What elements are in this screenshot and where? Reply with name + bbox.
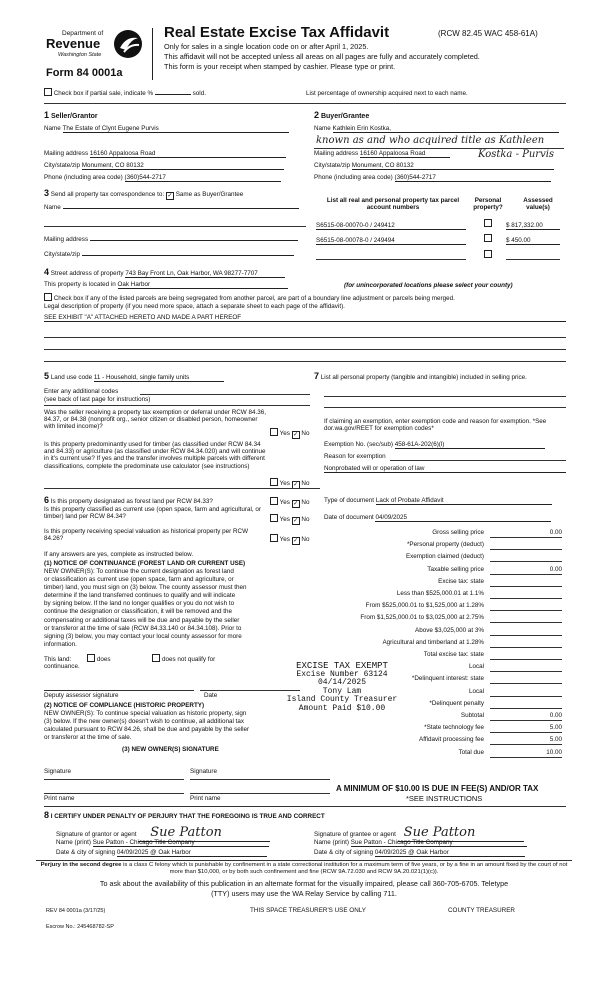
- sec3-name-row: Name: [44, 204, 299, 211]
- dept-line2: Revenue: [46, 36, 101, 51]
- legal-description-label: Legal description of property (if you need more space, attach a separate sheet to each page of the affidavit).: [44, 303, 345, 310]
- grantee-sig-row: Signature of grantee or agent Sue Patton: [314, 826, 524, 842]
- tax-row-label: From $1,525,000.01 to $3,025,000 at 2.75%: [360, 614, 484, 622]
- doc-date[interactable]: 04/09/2025: [375, 514, 551, 522]
- legal-description: SEE EXHIBIT "A" ATTACHED HERETO AND MADE A PART HEREOF: [44, 314, 566, 322]
- tax-row-value[interactable]: 5.00: [490, 736, 562, 745]
- tax-table: [314, 528, 566, 760]
- notice1-body: NEW OWNER(S): To continue the current designation as forest land or classification as current use (open space, farm and agriculture, or timber) land, you must sign on (3) below. The county assessor must then determine if the land transferred continues to qualify and will indicate by signing below. If the land no longer qualifies or you do not wish to continue the designation or classification, it will be removed and the compensating or additional taxes will be due and payable by the seller or transferor at the time of sale (RCW 84.33.140 or 84.34.108). Prior to signing (3) below, you may contact your local county assessor for more information.: [44, 568, 247, 648]
- grantor-name[interactable]: Sue Patton - Chicago Title Company: [93, 839, 269, 847]
- parcel-value-1[interactable]: $ 817,332.00: [506, 222, 560, 230]
- stamp-line6: Amount Paid $10.00: [298, 703, 386, 713]
- continuance-label: continuance.: [44, 663, 80, 670]
- exemption-text: If claiming an exemption, enter exemption code and reason for exemption. *See dor.wa.gov/REET for exemption codes*: [324, 418, 547, 433]
- street-address[interactable]: 743 Bay Front Ln, Oak Harbor, WA 98277-7707: [125, 270, 285, 278]
- grantee-date-row: Date & city of signing 04/09/2025 @ Oak Harbor: [314, 849, 525, 857]
- deputy-signature-label: Deputy assessor signature: [44, 692, 119, 699]
- doc-type[interactable]: Lack of Probate Affidavit: [376, 497, 552, 505]
- tax-row-label: Above $3,025,000 at 3%: [415, 626, 484, 634]
- land-use-code[interactable]: 11 - Household, single family units: [94, 374, 224, 382]
- see-instructions: *SEE INSTRUCTIONS: [406, 794, 483, 803]
- segregated-row: Check box if any of the listed parcels are being segregated from another parcel, are part of a boundary line adjustment or parcels being merged.: [44, 293, 455, 302]
- stamp-line2: Excise Number 63124: [296, 669, 388, 679]
- buyer-mailing[interactable]: 16160 Appaloosa Road: [360, 150, 450, 158]
- tax-row-value[interactable]: 10.00: [490, 749, 562, 758]
- street-address-row: 4 Street address of property 743 Bay Front Ln, Oak Harbor, WA 98277-7707: [44, 267, 285, 278]
- sec6-q3-yesno: Yes ✓ No: [270, 534, 309, 545]
- tax-row-value[interactable]: [490, 663, 562, 672]
- personal-checkbox-2[interactable]: [484, 234, 492, 242]
- seller-city[interactable]: Monument, CO 80132: [82, 162, 284, 170]
- tax-row: [314, 601, 566, 613]
- located-row: This property is located in Oak Harbor: [44, 281, 288, 289]
- reason-row: [324, 465, 566, 473]
- tax-row: [314, 528, 566, 540]
- personal-checkbox-3[interactable]: [484, 250, 492, 258]
- exemption-no-row: Exemption No. (sec/sub) 458-61A-202(6)(l): [324, 441, 545, 449]
- tax-row-label: Local: [468, 687, 484, 695]
- sec3-mailing-row: Mailing address: [44, 236, 298, 243]
- wa-logo-icon: [112, 28, 144, 60]
- reason-label: Reason for exemption: [324, 453, 386, 460]
- grantor-signature[interactable]: Sue Patton: [138, 826, 270, 842]
- tax-row-label: *Delinquent penalty: [429, 699, 484, 707]
- personal-checkbox-1[interactable]: [484, 219, 492, 227]
- alt-format-note: To ask about the availability of this publication in an alternate format for the visually impaired, please call 360-705-6705. Teletype: [99, 879, 509, 888]
- seller-heading: 1 Seller/Grantor: [44, 110, 98, 120]
- seller-mailing-row: Mailing address 16160 Appaloosa Road: [44, 150, 286, 158]
- tax-row: [314, 613, 566, 625]
- buyer-handwritten-1: known as and who acquired title as Kathleen: [316, 135, 545, 146]
- buyer-heading: 2 Buyer/Grantee: [314, 110, 370, 120]
- seller-phone[interactable]: (360)544-2717: [125, 174, 281, 182]
- land-use-row: 5 Land use code 11 - Household, single family units: [44, 371, 224, 382]
- print-name-label-1: Print name: [44, 795, 75, 802]
- tax-row-value[interactable]: 0.00: [490, 566, 562, 575]
- treasurer-stamp: [282, 662, 402, 714]
- does-not-qualify-checkbox[interactable]: [152, 654, 160, 662]
- tax-row-value[interactable]: [490, 578, 562, 587]
- parcel-value-row-2: [506, 237, 560, 245]
- same-as-buyer-checkbox[interactable]: ✓: [167, 193, 173, 199]
- grantee-name-row: Name (print) Sue Patton - Chicago Title Company: [314, 839, 527, 847]
- sec6-q3-yes[interactable]: [270, 534, 278, 542]
- print-name-label-2: Print name: [190, 795, 221, 802]
- buyer-city[interactable]: Monument, CO 80132: [352, 162, 554, 170]
- buyer-phone[interactable]: (360)544-2717: [395, 174, 551, 182]
- notice2-body: NEW OWNER(S): To continue special valuation as historic property, sign (3) below. If the new owner(s) doesn't wish to continue, all additional tax calculated pursuant to RCW 84.26, shall be due and payable by the seller or transferor at the time of sale.: [44, 710, 250, 742]
- tax-row-label: Taxable selling price: [427, 565, 484, 573]
- grantor-date-city[interactable]: 04/09/2025 @ Oak Harbor: [117, 849, 267, 857]
- county-treasurer: COUNTY TREASURER: [448, 907, 515, 914]
- sec6-q3-no[interactable]: ✓: [293, 538, 299, 544]
- sec6-q1-yes[interactable]: [270, 497, 278, 505]
- tax-row-value[interactable]: 0.00: [490, 712, 562, 721]
- new-owner-sig-title: (3) NEW OWNER(S) SIGNATURE: [122, 746, 219, 753]
- tax-row: [314, 552, 566, 564]
- tax-row-label: Total excise tax: state: [423, 651, 484, 658]
- form-number: Form 84 0001a: [46, 67, 123, 79]
- sec5-q2-yesno: Yes ✓ No: [270, 478, 309, 489]
- tax-row-label: Exemption claimed (deduct): [405, 553, 484, 561]
- if-any-yes: If any answers are yes, complete as instructed below.: [44, 551, 194, 558]
- tax-row-label: Gross selling price: [432, 529, 484, 536]
- tax-row-label: *Personal property (deduct): [406, 541, 484, 549]
- tax-row-label: Less than $525,000.01 at 1.1%: [396, 590, 484, 597]
- this-land-row: This land: does does not qualify for: [44, 656, 216, 663]
- q2-yes-checkbox[interactable]: [270, 478, 278, 486]
- sec6-q2-yesno: Yes ✓ No: [270, 514, 309, 525]
- tax-row: [314, 577, 566, 589]
- stamp-line4: Tony Lam: [322, 686, 362, 696]
- parcel-number-1[interactable]: S6515-08-00070-0 / 249412: [316, 222, 466, 230]
- tax-row-label: From $525,000.01 to $1,525,000 at 1.28%: [365, 602, 484, 610]
- treasurer-use-only: THIS SPACE TREASURER'S USE ONLY: [250, 907, 366, 914]
- tax-row-value[interactable]: [490, 541, 562, 550]
- tax-row-value[interactable]: [490, 688, 562, 697]
- additional-codes-1: Enter any additional codes: [44, 388, 119, 395]
- sec6-q2-yes[interactable]: [270, 514, 278, 522]
- grantor-sig-row: Signature of grantor or agent Sue Patton: [56, 826, 270, 842]
- header-sub1: Only for sales in a single location code on or after April 1, 2025.: [164, 42, 369, 51]
- buyer-name[interactable]: Kathlein Erin Kostka,: [333, 125, 559, 133]
- exemption-no[interactable]: 458-61A-202(6)(l): [395, 441, 545, 449]
- notice2-title: (2) NOTICE OF COMPLIANCE (HISTORIC PROPERTY): [44, 702, 205, 709]
- tax-row-label: Agricultural and timberland at 1.28%: [382, 638, 484, 646]
- partial-sale-checkbox[interactable]: [44, 88, 52, 96]
- rcw-reference: (RCW 82.45 WAC 458-61A): [438, 29, 538, 38]
- additional-codes-2: (see back of last page for instructions): [44, 396, 151, 403]
- sec3-city-row: City/state/zip: [44, 251, 294, 258]
- tax-row-value[interactable]: [490, 651, 562, 660]
- tax-row-value[interactable]: [490, 627, 562, 636]
- doc-type-row: Type of document Lack of Probate Affidavit: [324, 497, 552, 505]
- stamp-line1: EXCISE TAX EXEMPT: [296, 661, 388, 671]
- sec7-heading: 7 List all personal property (tangible and intangible) included in selling price.: [314, 371, 527, 381]
- parcel-row-2: [316, 237, 466, 245]
- parcel-value-2[interactable]: $ 450.00: [506, 237, 560, 245]
- tax-row-value[interactable]: [490, 675, 562, 684]
- notice1-title: (1) NOTICE OF CONTINUANCE (FOREST LAND OR CURRENT USE): [44, 560, 246, 567]
- minimum-due: A MINIMUM OF $10.00 IS DUE IN FEE(S) AND/OR TAX: [336, 784, 539, 793]
- dept-line3: Washington State: [58, 52, 102, 58]
- segregated-checkbox[interactable]: [44, 293, 52, 301]
- parcel-number-2[interactable]: S6515-08-00078-0 / 249494: [316, 237, 466, 245]
- parcel-value-row-1: [506, 222, 560, 230]
- sec6-q2-no[interactable]: ✓: [293, 518, 299, 524]
- partial-sale-label: Check box if partial sale, indicate %: [53, 90, 154, 97]
- buyer-mailing-row: Mailing address 16160 Appaloosa Road: [314, 150, 450, 158]
- buyer-name-row: Name Kathlein Erin Kostka,: [314, 125, 559, 133]
- tax-row-label: *State technology fee: [424, 724, 484, 732]
- reason[interactable]: Nonprobated will or operation of law: [324, 465, 566, 473]
- perjury-notice: Perjury in the second degree is a class C felony which is punishable by confinement in a state correctional institution for a maximum term of five years, or by a fine in an amount fixed by the court of not more than $10,000, or by both such confinement and fine (RCW 9A.72.030 and RCW 9A.20.021(1)(c)).: [40, 862, 568, 876]
- tax-row-value[interactable]: [490, 602, 562, 611]
- revision-number: REV 84 0001a (3/17/25): [46, 908, 106, 914]
- tax-row-label: Local: [468, 663, 484, 671]
- seller-city-row: City/state/zip Monument, CO 80132: [44, 162, 284, 170]
- stamp-line5: Island County Treasurer: [286, 695, 398, 705]
- buyer-city-row: City/state/zip Monument, CO 80132: [314, 162, 554, 170]
- seller-name[interactable]: The Estate of Clynt Eugene Purvis: [63, 125, 289, 133]
- sec5-q1-yesno: Yes ✓ No: [270, 428, 309, 439]
- assessed-col-header: Assessed value(s): [523, 197, 553, 212]
- sec6-question1: 6 Is this property designated as forest land per RCW 84.33?: [44, 495, 213, 505]
- tax-row-label: Subtotal: [460, 712, 484, 719]
- parcel-col-header: List all real and personal property tax parcel account numbers: [326, 197, 460, 212]
- sec6-question2: Is this property classified as current use (open space, farm and agricultural, or timber) land per RCW 84.34?: [44, 506, 261, 521]
- tax-row: [314, 748, 566, 760]
- signature-label-2: Signature: [190, 768, 217, 775]
- doc-date-row: Date of document 04/09/2025: [324, 514, 551, 522]
- header-sub3: This form is your receipt when stamped by cashier. Please type or print.: [164, 62, 396, 71]
- sec6-question3: Is this property receiving special valuation as historical property per RCW 84.26?: [44, 528, 249, 543]
- grantee-signature[interactable]: Sue Patton: [398, 826, 524, 842]
- unincorporated-note: (for unincorporated locations please select your county): [344, 282, 513, 289]
- partial-sale-row: [44, 88, 206, 97]
- grantee-name[interactable]: Sue Patton - Chicago Title Company: [351, 839, 527, 847]
- tax-row-value[interactable]: [490, 700, 562, 709]
- grantor-name-row: Name (print) Sue Patton - Chicago Title Company: [56, 839, 269, 847]
- tax-row-value[interactable]: 0.00: [490, 529, 562, 538]
- seller-mailing[interactable]: 16160 Appaloosa Road: [90, 150, 286, 158]
- tax-row: [314, 638, 566, 650]
- tax-row-label: Total due: [458, 748, 484, 756]
- tax-row-value[interactable]: [490, 553, 562, 562]
- header-sub2: This affidavit will not be accepted unless all areas on all pages are fully and accurately completed.: [164, 52, 480, 61]
- located-in[interactable]: Oak Harbor: [118, 281, 288, 289]
- buyer-phone-row: Phone (including area code) (360)544-2717: [314, 174, 551, 182]
- does-qualify-checkbox[interactable]: [87, 654, 95, 662]
- certify-statement: 8 I CERTIFY UNDER PENALTY OF PERJURY THAT THE FOREGOING IS TRUE AND CORRECT: [44, 810, 325, 820]
- partial-sold: sold.: [192, 90, 206, 97]
- dept-logo: [44, 30, 144, 80]
- tax-row: [314, 735, 566, 747]
- tax-row-label: *Delinquent interest: state: [411, 675, 484, 683]
- tax-row-value[interactable]: 5.00: [490, 724, 562, 733]
- grantor-date-row: Date & city of signing 04/09/2025 @ Oak Harbor: [56, 849, 267, 857]
- tax-row-value[interactable]: [490, 590, 562, 599]
- seller-name-row: Name The Estate of Clynt Eugene Purvis: [44, 125, 289, 133]
- form-title: Real Estate Excise Tax Affidavit: [164, 24, 390, 41]
- personal-col-header: Personal property?: [473, 197, 503, 212]
- percentage-note: List percentage of ownership acquired next to each name.: [306, 90, 468, 97]
- tax-row-value[interactable]: [490, 614, 562, 623]
- q2-no-checkbox[interactable]: ✓: [293, 482, 299, 488]
- sec5-question1: Was the seller receiving a property tax exemption or deferral under RCW 84.36, 84.37, or 84.38 (nonprofit org., senior citizen or disabled person, homeowner with limited income)?: [44, 409, 267, 431]
- escrow-number: Escrow No.: 245468782-SP: [46, 924, 114, 930]
- q1-no-checkbox[interactable]: ✓: [293, 432, 299, 438]
- dept-line1: Department of: [62, 30, 104, 37]
- tax-row-value[interactable]: [490, 639, 562, 648]
- sec6-q1-yesno: Yes ✓ No: [270, 497, 309, 508]
- buyer-handwritten-2: Kostka - Purvis: [478, 149, 555, 160]
- sec6-q1-no[interactable]: ✓: [293, 501, 299, 507]
- tax-row: [314, 565, 566, 577]
- section3-heading: 3 Send all property tax correspondence to: ✓ Same as Buyer/Grantee: [44, 188, 244, 199]
- tax-row: [314, 540, 566, 552]
- sec5-question2: Is this property predominantly used for timber (as classified under RCW 84.34 and 84.33) or agriculture (as classified under RCW 84.34.020) and will continue in it's current use? If yes and the transfer involves multiple parcels with different classifications, complete the predominate use calculator (see instructions): [44, 441, 266, 470]
- tax-row: [314, 723, 566, 735]
- tax-row-label: Excise tax: state: [438, 577, 484, 585]
- tax-row-label: Affidavit processing fee: [419, 736, 484, 744]
- q1-yes-checkbox[interactable]: [270, 428, 278, 436]
- grantee-date-city[interactable]: 04/09/2025 @ Oak Harbor: [375, 849, 525, 857]
- seller-phone-row: Phone (including area code) (360)544-2717: [44, 174, 281, 182]
- relay-note: (TTY) users may use the WA Relay Service by calling 711.: [211, 889, 397, 898]
- tax-row: [314, 589, 566, 601]
- signature-label-1: Signature: [44, 768, 71, 775]
- stamp-line3: 04/14/2025: [317, 678, 366, 688]
- tax-row: [314, 626, 566, 638]
- parcel-row-1: [316, 222, 466, 230]
- deputy-date-label: Date: [204, 692, 218, 699]
